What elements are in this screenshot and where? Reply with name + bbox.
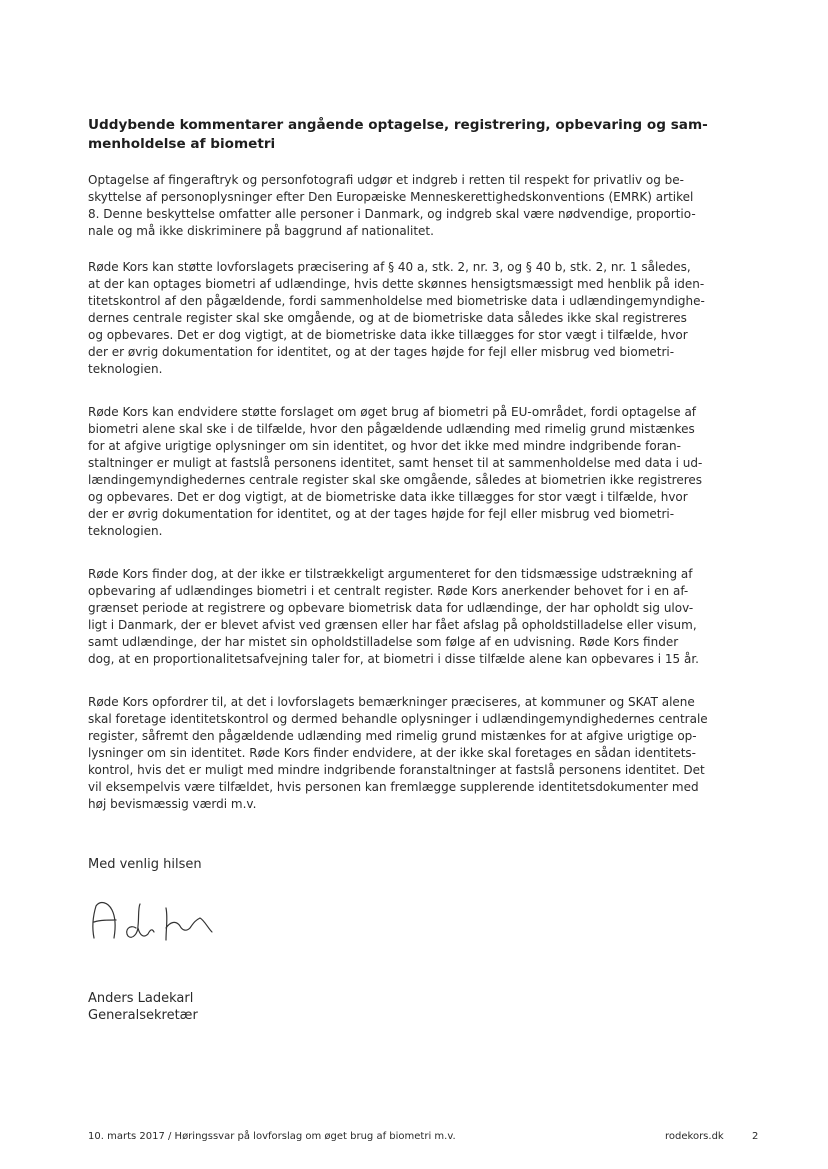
- text-line: at der kan optages biometri af udlændinge, hvis dette skønnes hensigtsmæssigt med henblik på iden-: [88, 277, 705, 291]
- handwritten-signature: [88, 898, 228, 946]
- text-line: skal foretage identitetskontrol og dermed behandle oplysninger i udlændingemyndighedernes centrale: [88, 712, 708, 726]
- text-line: 8. Denne beskyttelse omfatter alle personer i Danmark, og indgreb skal være nødvendige, proportio-: [88, 207, 696, 221]
- text-line: Røde Kors kan støtte lovforslagets præcisering af § 40 a, stk. 2, nr. 3, og § 40 b, stk. 2, nr. 1 således,: [88, 260, 691, 274]
- signatory-title: Generalsekretær: [88, 1008, 198, 1023]
- text-line: for at afgive urigtige oplysninger om sin identitet, og hvor det ikke med mindre indgribende foran-: [88, 439, 681, 453]
- text-line: samt udlændinge, der har mistet sin opholdstilladelse som følge af en udvisning. Røde Kors finder: [88, 635, 679, 649]
- signatory-name: Anders Ladekarl: [88, 991, 194, 1006]
- text-line: høj bevismæssig værdi m.v.: [88, 797, 257, 811]
- text-line: Røde Kors opfordrer til, at det i lovforslagets bemærkninger præciseres, at kommuner og SKAT alene: [88, 695, 695, 709]
- text-line: der er øvrig dokumentation for identitet, og at der tages højde for fejl eller misbrug ved biometri-: [88, 507, 675, 521]
- page-number: 2: [752, 1131, 759, 1142]
- text-line: Røde Kors kan endvidere støtte forslaget om øget brug af biometri på EU-området, fordi optagelse af: [88, 405, 697, 419]
- text-line: og opbevares. Det er dog vigtigt, at de biometriske data ikke tillægges for stor vægt i tilfælde, hvor: [88, 328, 688, 342]
- text-line: kontrol, hvis det er muligt med mindre indgribende foranstaltninger at fastslå personens identitet. Det: [88, 763, 705, 777]
- text-line: lysninger om sin identitet. Røde Kors finder endvidere, at der ikke skal foretages en sådan identitets-: [88, 746, 696, 760]
- text-line: titetskontrol af den pågældende, fordi sammenholdelse med biometriske data i udlændingemyndighe-: [88, 294, 705, 308]
- text-line: nale og må ikke diskriminere på baggrund af nationalitet.: [88, 224, 434, 238]
- text-line: lændingemyndighedernes centrale register skal ske omgående, således at biometrien ikke registreres: [88, 473, 703, 487]
- text-line: Røde Kors finder dog, at der ikke er tilstrækkeligt argumenteret for den tidsmæssige udstrækning af: [88, 567, 693, 581]
- text-line: register, såfremt den pågældende udlænding med rimelig grund mistænkes for at afgive urigtige op-: [88, 729, 697, 743]
- footer-website: rodekors.dk: [665, 1131, 724, 1142]
- text-line: opbevaring af udlændinges biometri i et centralt register. Røde Kors anerkender behovet for i en af-: [88, 584, 689, 598]
- text-line: staltninger er muligt at fastslå personens identitet, samt henset til at sammenholdelse med data i ud-: [88, 456, 703, 470]
- text-line: biometri alene skal ske i de tilfælde, hvor den pågældende udlænding med rimelig grund mistænkes: [88, 422, 695, 436]
- section-heading: [88, 116, 728, 154]
- text-line: dernes centrale register skal ske omgående, og at de biometriske data således ikke skal registreres: [88, 311, 687, 325]
- closing-greeting: Med venlig hilsen: [88, 857, 202, 872]
- text-line: vil eksempelvis være tilfældet, hvis personen kan fremlægge supplerende identitetsdokumenter med: [88, 780, 699, 794]
- text-line: teknologien.: [88, 524, 163, 538]
- text-line: dog, at en proportionalitetsafvejning taler for, at biometri i disse tilfælde alene kan opbevares i 15 år.: [88, 652, 699, 666]
- text-line: teknologien.: [88, 362, 163, 376]
- text-line: ligt i Danmark, der er blevet afvist ved grænsen eller har fået afslag på opholdstilladelse eller visum,: [88, 618, 697, 632]
- text-line: og opbevares. Det er dog vigtigt, at de biometriske data ikke tillægges for stor vægt i tilfælde, hvor: [88, 490, 688, 504]
- footer-reference: 10. marts 2017 / Høringssvar på lovforslag om øget brug af biometri m.v.: [88, 1131, 456, 1142]
- text-line: grænset periode at registrere og opbevare biometrisk data for udlændinge, der har opholdt sig ulov-: [88, 601, 694, 615]
- text-line: der er øvrig dokumentation for identitet, og at der tages højde for fejl eller misbrug ved biometri-: [88, 345, 675, 359]
- heading-line: Uddybende kommentarer angående optagelse, registrering, opbevaring og sam-: [88, 117, 708, 133]
- heading-line: menholdelse af biometri: [88, 136, 276, 152]
- text-line: Optagelse af fingeraftryk og personfotografi udgør et indgreb i retten til respekt for privatliv og be-: [88, 173, 684, 187]
- text-line: skyttelse af personoplysninger efter Den Europæiske Menneskerettighedskonventions (EMRK) artikel: [88, 190, 694, 204]
